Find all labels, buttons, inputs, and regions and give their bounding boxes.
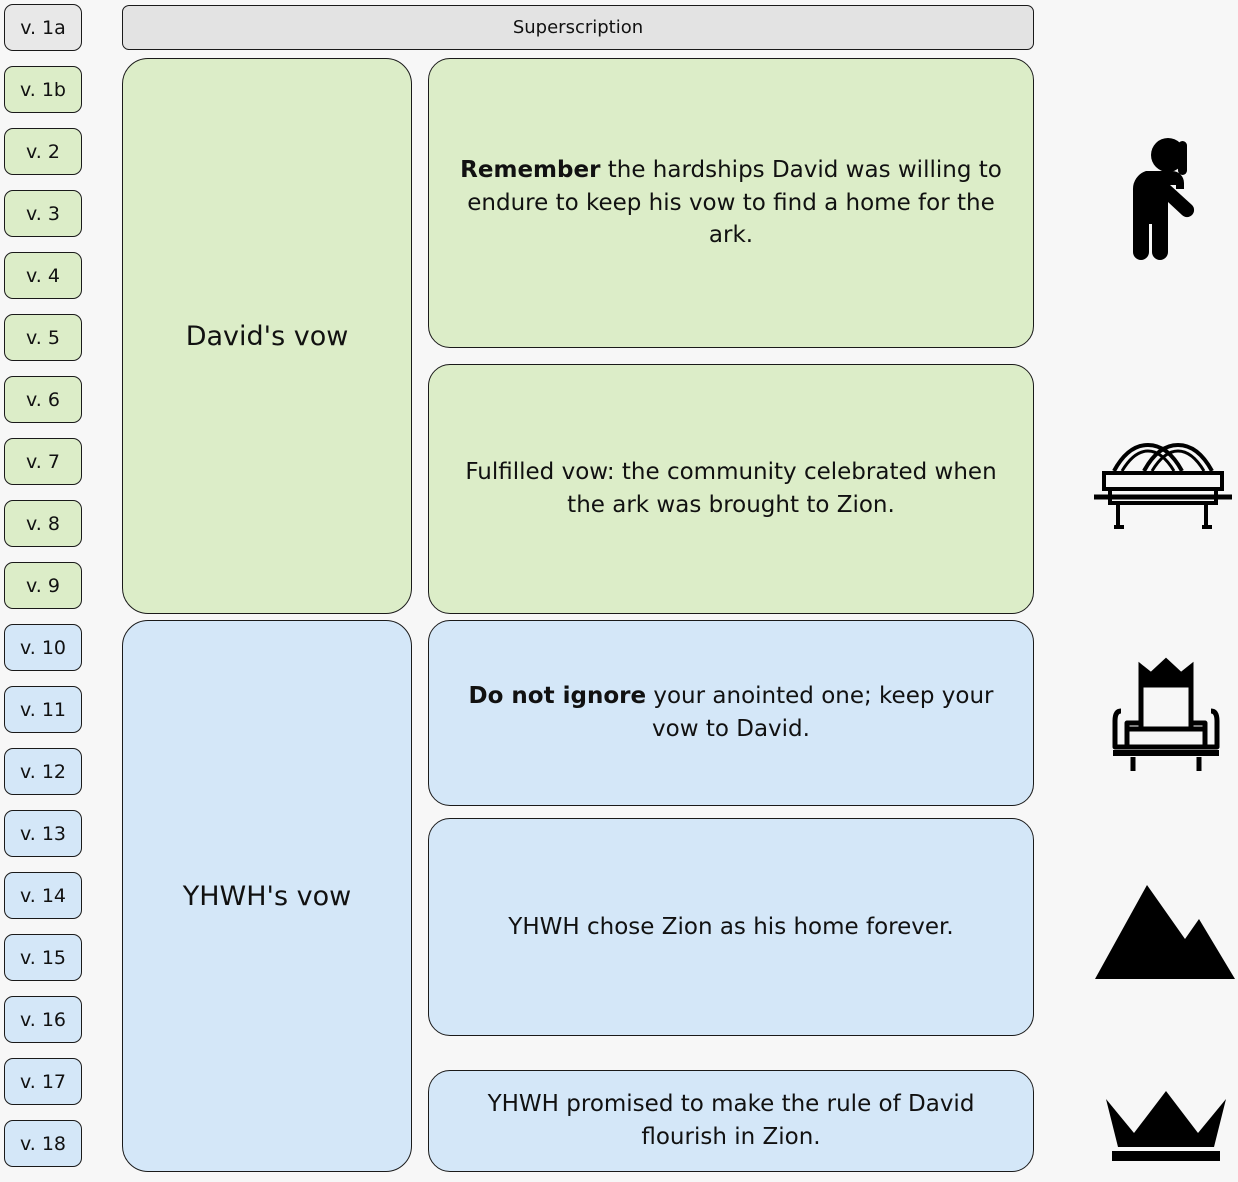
content-card-remember-hardships xyxy=(428,58,1034,348)
verse-label: v. 9 xyxy=(26,574,60,597)
verse-chip-3[interactable] xyxy=(4,190,82,237)
verse-label: v. 4 xyxy=(26,264,60,287)
verse-chip-2[interactable] xyxy=(4,128,82,175)
content-card-do-not-ignore xyxy=(428,620,1034,806)
verse-label: v. 2 xyxy=(26,140,60,163)
verse-chip-1a[interactable] xyxy=(4,4,82,51)
verse-chip-12[interactable] xyxy=(4,748,82,795)
verse-label: v. 16 xyxy=(19,1008,67,1031)
throne-icon xyxy=(1096,650,1236,780)
verse-chip-4[interactable] xyxy=(4,252,82,299)
verse-label: v. 11 xyxy=(19,698,67,721)
verse-label: v. 1a xyxy=(20,16,66,39)
content-card-fulfilled-vow xyxy=(428,364,1034,614)
verse-label: v. 18 xyxy=(19,1132,67,1155)
verse-label: v. 15 xyxy=(19,946,67,969)
mountain-icon xyxy=(1090,870,1238,990)
verse-label: v. 12 xyxy=(19,760,67,783)
verse-chip-17[interactable] xyxy=(4,1058,82,1105)
verse-label: v. 5 xyxy=(26,326,60,349)
verse-label: v. 17 xyxy=(19,1070,67,1093)
verse-label: v. 1b xyxy=(20,78,66,101)
person-raised-hand-icon xyxy=(1094,130,1234,270)
verse-chip-14[interactable] xyxy=(4,872,82,919)
card-lead-text: Remember xyxy=(460,157,601,184)
verse-label: v. 10 xyxy=(19,636,67,659)
verse-label: v. 3 xyxy=(26,202,60,225)
ark-of-covenant-icon xyxy=(1086,430,1238,540)
superscription-banner xyxy=(122,5,1034,50)
verse-chip-8[interactable] xyxy=(4,500,82,547)
card-lead-text: Do not ignore xyxy=(468,683,647,710)
card-body-text: YHWH promised to make the rule of David flourish in Zion. xyxy=(487,1091,975,1150)
verse-chip-9[interactable] xyxy=(4,562,82,609)
verse-chip-18[interactable] xyxy=(4,1120,82,1167)
verse-label: v. 6 xyxy=(26,388,60,411)
content-card-zion-home xyxy=(428,818,1034,1036)
crown-icon xyxy=(1098,1080,1234,1170)
section-label-text: David's vow xyxy=(185,320,349,352)
verse-list xyxy=(4,4,82,1182)
section-label-text: YHWH's vow xyxy=(182,880,352,912)
verse-chip-16[interactable] xyxy=(4,996,82,1043)
verse-chip-5[interactable] xyxy=(4,314,82,361)
card-body-text: your anointed one; keep your vow to David. xyxy=(646,683,994,742)
verse-label: v. 14 xyxy=(19,884,67,907)
card-body-text: Fulfilled vow: the community celebrated when the ark was brought to Zion. xyxy=(465,459,997,518)
card-body-text: the hardships David was willing to endure to keep his vow to find a home for the ark. xyxy=(467,157,1002,249)
card-body-text: YHWH chose Zion as his home forever. xyxy=(508,913,954,940)
verse-chip-7[interactable] xyxy=(4,438,82,485)
superscription-label: Superscription xyxy=(512,17,644,38)
verse-chip-11[interactable] xyxy=(4,686,82,733)
verse-label: v. 13 xyxy=(19,822,67,845)
verse-chip-1b[interactable] xyxy=(4,66,82,113)
verse-label: v. 7 xyxy=(26,450,60,473)
section-label-davids-vow xyxy=(122,58,412,614)
verse-chip-10[interactable] xyxy=(4,624,82,671)
verse-label: v. 8 xyxy=(26,512,60,535)
section-label-yhwhs-vow xyxy=(122,620,412,1172)
content-card-rule-flourish xyxy=(428,1070,1034,1172)
verse-chip-15[interactable] xyxy=(4,934,82,981)
verse-chip-13[interactable] xyxy=(4,810,82,857)
verse-chip-6[interactable] xyxy=(4,376,82,423)
